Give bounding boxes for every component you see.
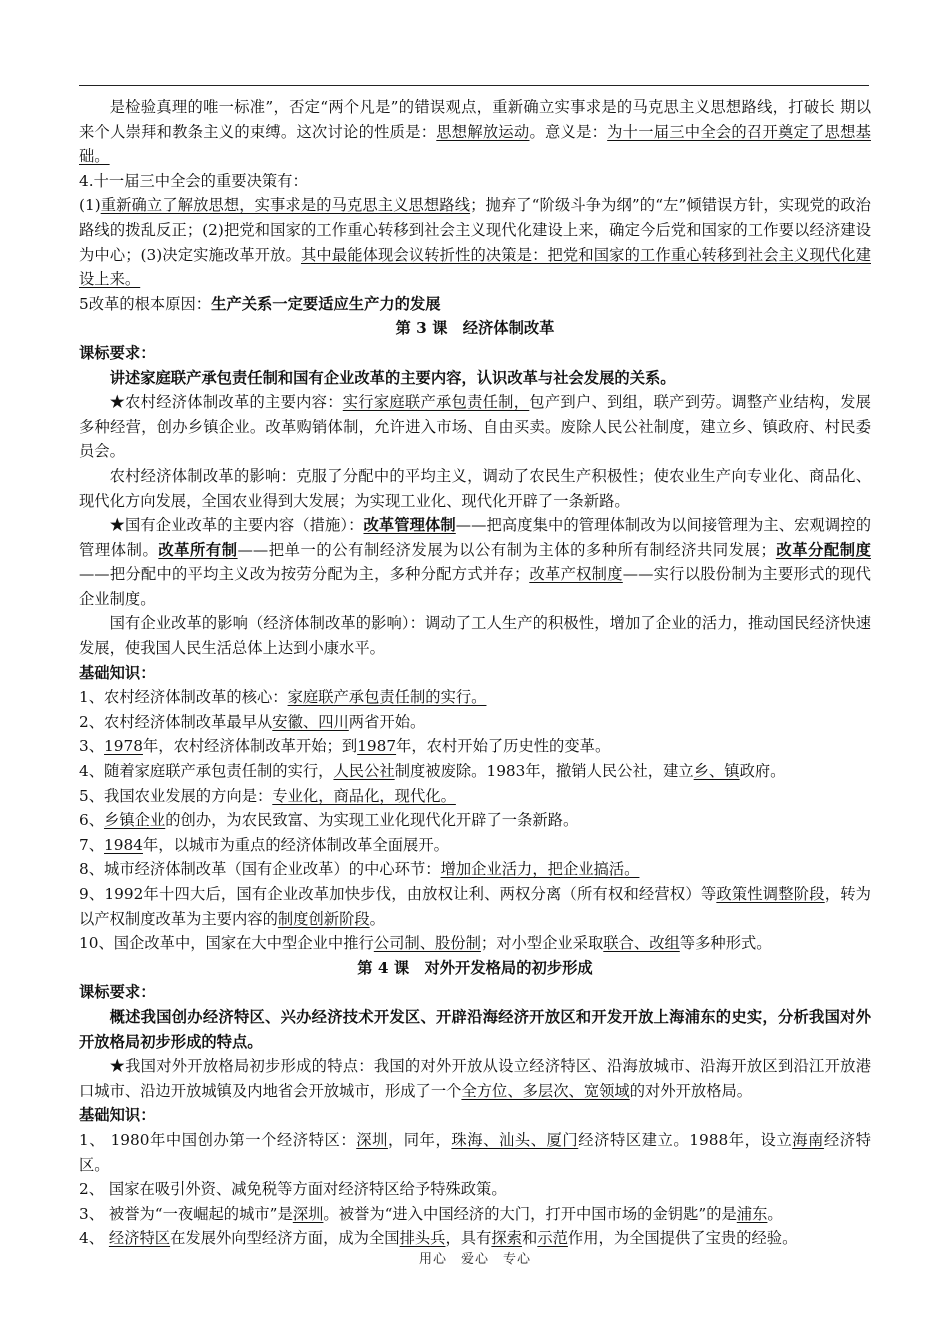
answer: 公司制、股份制 [373,934,481,953]
l3-item-6 [79,808,871,833]
text: 的对外开放格局。 [629,1081,753,1100]
answer: 政策性调整阶段 [716,885,825,903]
text: 10、国企改革中，国家在大中型企业中推行 [79,934,374,953]
text: 。意义是： [529,122,608,141]
answer: 示范 [537,1229,568,1248]
l3-item-7 [79,833,871,858]
paragraph-third-plenum-decisions [79,193,871,291]
text: 2、农村经济体制改革最早从 [79,712,273,731]
text: 1、农村经济体制改革的核心： [79,688,288,707]
text: 年，农村经济体制改革开始；到 [142,737,358,756]
l3-item-8 [79,857,871,882]
opening-up-features [79,1054,871,1103]
text: 9、1992年十四大后，国有企业改革加快步伐，由放权让利、两权分离（所有权和经营权）等 [79,885,717,903]
text: ★国有企业改革的主要内容（措施）： [109,516,364,535]
answer: 安徽、四川 [272,712,349,731]
text: 。 [369,909,385,928]
lesson-3-basic-label: 基础知识： [79,663,156,682]
answer: 经济特区 [108,1229,171,1248]
text: 的创办，为农民致富、为实现工业化现代化开辟了一条新路。 [165,811,579,830]
item-4-heading: 4.十一届三中全会的重要决策有： [79,171,308,190]
rural-reform-impact: 农村经济体制改革的影响：克服了分配中的平均主义，调动了农民生产积极性；使农业生产向专业化、商品化、现代化方向发展，全国农业得到大发展；为实现工业化、现代化开辟了一条新路。 [79,466,871,510]
text: 。 [767,1204,783,1223]
text: 在发展外向型经济方面，成为全国 [170,1229,400,1248]
l3-item-2 [79,710,871,735]
text: 经济特区。 [79,1130,871,1174]
lesson-4-requirements-label: 课标要求： [79,983,156,1002]
answer: 浦东 [736,1204,768,1223]
text: 4、随着家庭联产承包责任制的实行， [79,762,334,781]
text: 7、 [79,835,105,854]
text: 政府。 [739,762,786,781]
text: 5、我国农业发展的方向是： [79,786,273,805]
answer: 深圳 [292,1204,324,1223]
text: 等多种形式。 [679,934,772,953]
term-ownership: 改革所有制 [158,540,238,559]
answer: 珠海、汕头、厦门 [451,1130,579,1149]
header-rule [79,85,869,86]
text: ——把高度集中的管理体制改为以间接管理为主、宏观调控的管理体制。 [79,516,871,559]
item-5-reform-cause [79,292,871,317]
lesson-3-requirements-label: 课标要求： [79,343,156,362]
answer-turning-point: 其中最能体现会议转折性的决策是：把党和国家的工作重心转移到社会主义现代化建设上来。 [79,245,871,289]
l3-item-3 [79,734,871,759]
text: 6、 [79,811,105,830]
text: ——把分配中的平均主义改为按劳分配为主，多种分配方式并存； [79,565,530,584]
l3-item-5 [79,784,871,809]
text: ★农村经济体制改革的主要内容： [109,393,343,412]
text: 5改革的根本原因： [79,294,212,313]
answer: 乡镇企业 [104,811,166,830]
answer: 家庭联产承包责任制的实行。 [287,688,487,707]
answer: 1984 [104,835,143,854]
l4-item-2: 2、 国家在吸引外资、减免税等方面对经济特区给予特殊政策。 [79,1180,507,1199]
answer-ideology-line: 重新确立了解放思想，实事求是的马克思主义思想路线 [100,196,471,215]
answer: 1978 [104,737,143,756]
page-footer: 用心 爱心 专心 [418,1252,531,1267]
answer-significance: 为十一届三中全会的召开奠定了思想基础。 [79,122,871,166]
text: 经济特区建立。1988年，设立 [578,1130,793,1149]
text: ——实行以股份制为主要形式的现代企业制度。 [79,565,871,608]
answer-root-cause: 生产关系一定要适应生产力的发展 [211,294,441,313]
term-management: 改革管理体制 [363,516,456,535]
l4-item-1 [79,1128,871,1177]
answer: 排头兵 [399,1229,446,1248]
l4-item-3 [79,1202,871,1227]
l3-item-4 [79,759,871,784]
text: (1) [79,196,101,215]
text: 包产到户、到组，联产到劳。调整产业结构，发展多种经营，创办乡镇企业。改革购销体制，允许进入市场、自由买卖。废除人民公社制度，建立乡、镇政府、村民委员会。 [79,393,871,461]
lesson-4-basic-label: 基础知识： [79,1106,156,1125]
text: 1、 1980年中国创办第一个经济特区： [79,1130,357,1149]
text: ，具有 [445,1229,492,1248]
lesson-3-title: 第 3 课 经济体制改革 [395,319,555,338]
answer-nature: 思想解放运动 [436,122,530,141]
soe-reform-content [79,513,871,611]
text: 3、 [79,737,105,756]
term-distribution: 改革分配制度 [775,540,871,559]
text: ；对小型企业采取 [480,934,604,953]
answer: 增加企业活力，把企业搞活。 [440,860,640,879]
answer: 探索 [491,1229,522,1248]
answer: 人民公社 [333,762,395,781]
text: 。被誉为“进入中国经济的大门，打开中国市场的金钥匙”的是 [323,1204,737,1223]
answer: 海南 [792,1130,824,1149]
text: 是检验真理的唯一标准”，否定“两个凡是”的错误观点，重新确立实事求是的马克思主义思想路线，打破长 期以来个人崇拜和教条主义的束缚。这次讨论的性质是： [79,98,871,141]
term-property-rights: 改革产权制度 [529,565,623,584]
answer-household-contract: 实行家庭联产承包责任制， [342,393,530,412]
rural-reform-content [79,390,871,464]
answer: 1987 [357,737,397,756]
answer: 深圳 [356,1130,388,1149]
text: 年，以城市为重点的经济体制改革全面展开。 [142,835,449,854]
answer: 乡、镇 [693,762,740,781]
lesson-3-requirements-text: 讲述家庭联产承包责任制和国有企业改革的主要内容，认识改革与社会发展的关系。 [109,368,676,387]
text: 4、 [79,1229,109,1248]
l3-item-1 [79,685,871,710]
text: ——把单一的公有制经济发展为以公有制为主体的多种所有制经济共同发展； [237,540,776,559]
answer: 专业化，商品化，现代化。 [272,786,456,805]
l3-item-10 [79,931,871,956]
document-body [79,95,871,1251]
text: ，同年， [387,1130,452,1149]
text: 8、城市经济体制改革（国有企业改革）的中心环节： [79,860,441,879]
paragraph-truth-discussion [79,95,871,169]
text: 两省开始。 [348,712,426,731]
text: 制度被废除。1983年，撤销人民公社，建立 [394,762,694,781]
answer: 联合、改组 [603,934,680,953]
text: ，转为以产权制度改革为主要内容的 [79,885,871,928]
lesson-4-title: 第 4 课 对外开发格局的初步形成 [357,958,593,977]
text: 作用，为全国提供了宝贵的经验。 [567,1229,798,1248]
lesson-4-requirements-text: 概述我国创办经济特区、兴办经济技术开发区、开辟沿海经济开放区和开发开放上海浦东的史实，分析我国对外开放格局初步形成的特点。 [79,1007,871,1051]
text: 年，农村开始了历史性的变革。 [396,737,611,756]
l3-item-9 [79,882,871,931]
answer: 全方位、多层次、宽领域 [461,1081,630,1100]
answer: 制度创新阶段 [277,909,370,928]
text: 3、 被誉为“一夜崛起的城市”是 [79,1204,293,1223]
text: ★我国对外开放格局初步形成的特点：我国的对外开放从设立经济特区、沿海放城市、沿海开放区到沿江开放港口城市、沿边开放城镇及内地省会开放城市，形成了一个 [79,1057,871,1100]
soe-reform-impact: 国有企业改革的影响（经济体制改革的影响）：调动了工人生产的积极性，增加了企业的活力，推动国民经济快速发展，使我国人民生活总体上达到小康水平。 [79,614,871,658]
text: ；抛弃了“阶级斗争为纲”的“左”倾错误方针，实现党的政治路线的拨乱反正；(2)把党和国家的工作重心转移到社会主义现代化建设上来，确定今后党和国家的工作要以经济建设为中心；(3)决定实施改革开放。 [79,196,871,264]
text: 和 [522,1229,538,1248]
